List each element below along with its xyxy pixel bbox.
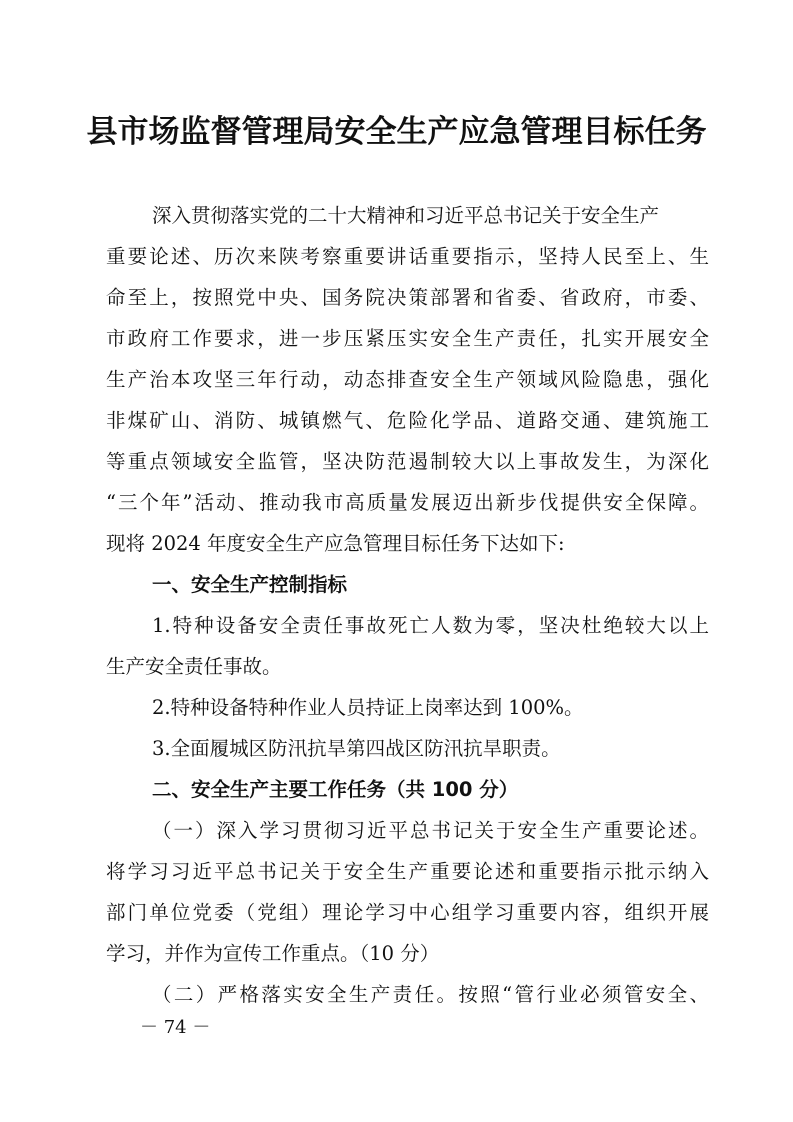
intro-line: 深入贯彻落实党的二十大精神和习近平总书记关于安全生产 — [152, 204, 660, 227]
section2-item1-line: 学习，并作为宣传工作重点。（10 分） — [106, 942, 440, 965]
section2-heading: 二、安全生产主要工作任务（共 100 分） — [152, 778, 519, 801]
intro-line: 命至上，按照党中央、国务院决策部署和省委、省政府，市委、 — [106, 286, 709, 309]
section1-item1-line: 生产安全责任事故。 — [106, 655, 282, 678]
intro-line: 非煤矿山、消防、城镇燃气、危险化学品、道路交通、建筑施工 — [106, 409, 709, 432]
section1-item2: 2.特种设备特种作业人员持证上岗率达到 100%。 — [152, 696, 584, 719]
page-number: － 74 － — [140, 1017, 211, 1038]
intro-line: 重要论述、历次来陕考察重要讲话重要指示，坚持人民至上、生 — [106, 245, 709, 268]
section1-item3: 3.全面履城区防汛抗旱第四战区防汛抗旱职责。 — [152, 737, 561, 760]
section1-heading: 一、安全生产控制指标 — [152, 573, 348, 596]
intro-line: 等重点领域安全监管，坚决防范遏制较大以上事故发生，为深化 — [106, 450, 709, 473]
section1-item1-line: 1.特种设备安全责任事故死亡人数为零，坚决杜绝较大以上 — [152, 614, 709, 637]
section2-item1-line: （一）深入学习贯彻习近平总书记关于安全生产重要论述。 — [152, 819, 709, 842]
section2-item2-line: （二）严格落实安全生产责任。按照“管行业必须管安全、 — [152, 983, 709, 1006]
intro-line: 现将 2024 年度安全生产应急管理目标任务下达如下: — [106, 532, 565, 555]
intro-line: 生产治本攻坚三年行动，动态排查安全生产领域风险隐患，强化 — [106, 368, 709, 391]
section2-item1-line: 部门单位党委（党组）理论学习中心组学习重要内容，组织开展 — [106, 901, 709, 924]
document-title: 县市场监督管理局安全生产应急管理目标任务 — [86, 114, 707, 150]
intro-line: 市政府工作要求，进一步压紧压实安全生产责任，扎实开展安全 — [106, 327, 709, 350]
intro-line: “三个年”活动、推动我市高质量发展迈出新步伐提供安全保障。 — [106, 491, 709, 514]
section2-item1-line: 将学习习近平总书记关于安全生产重要论述和重要指示批示纳入 — [106, 860, 709, 883]
